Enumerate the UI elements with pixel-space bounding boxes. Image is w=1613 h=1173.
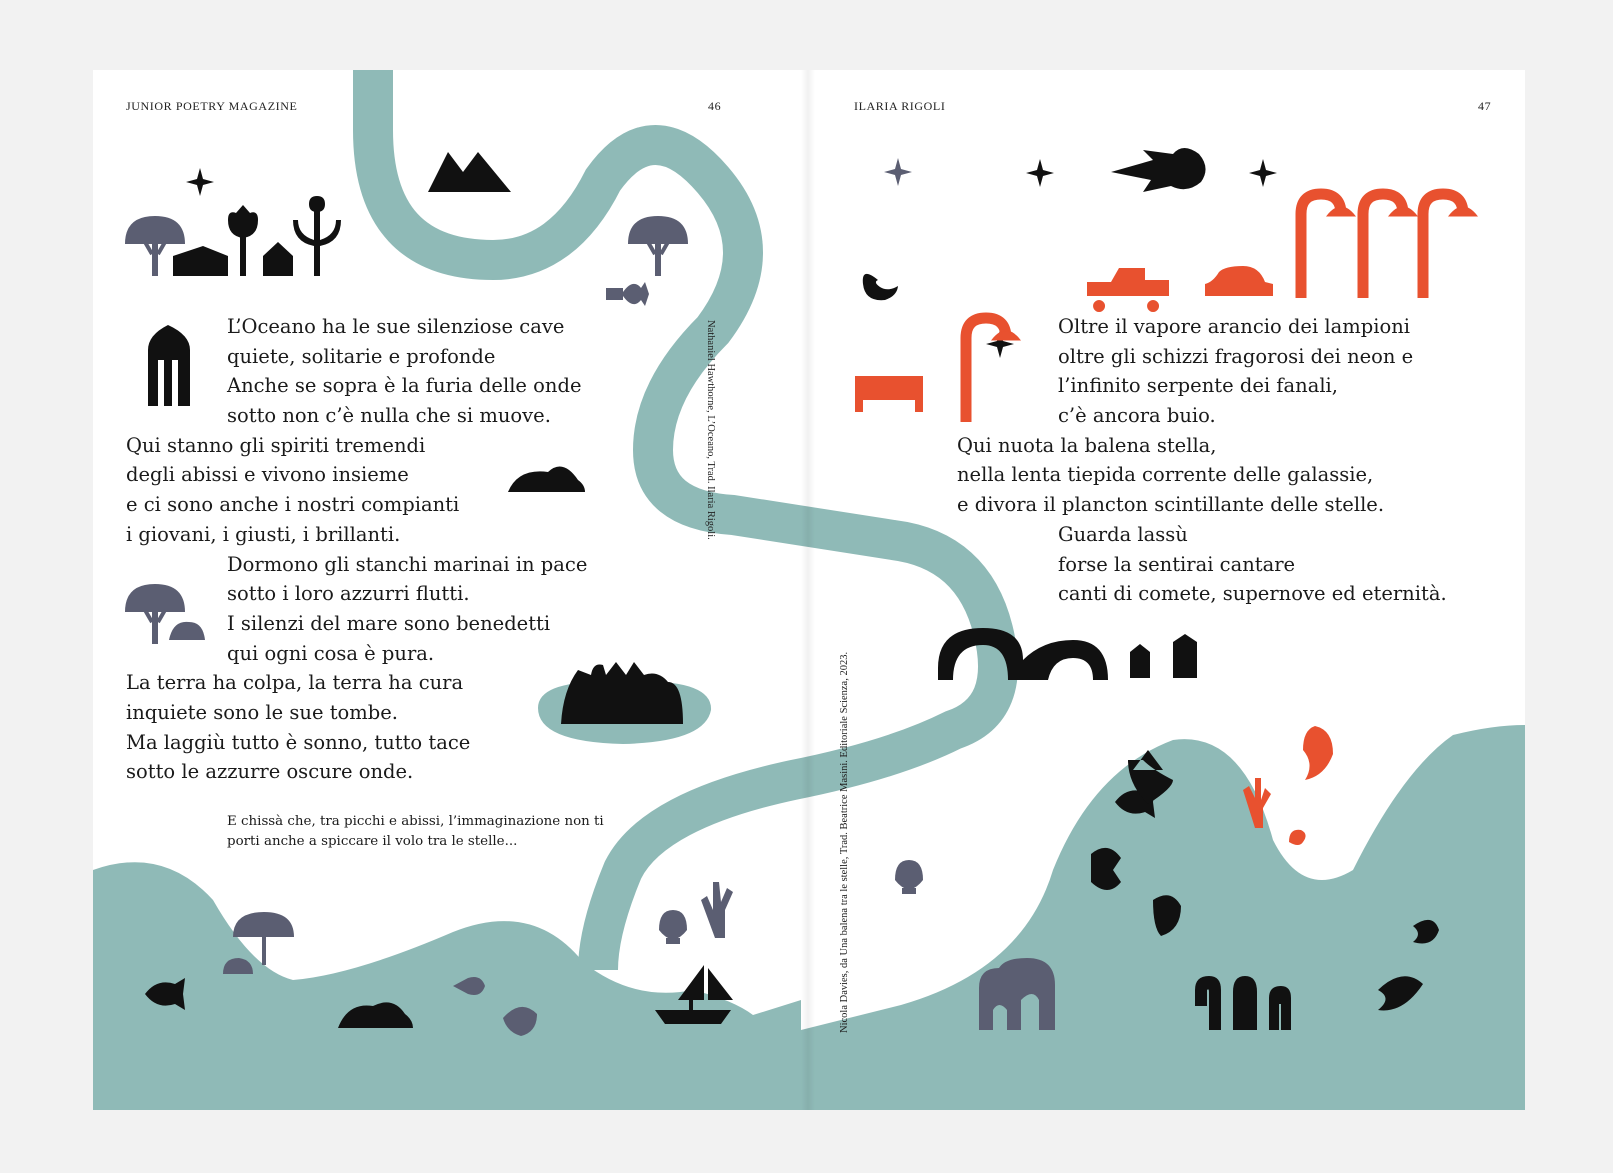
poem-line: Dormono gli stanchi marinai in pace: [227, 552, 588, 576]
streetlamp-icon: [1363, 194, 1417, 298]
poem-line: e ci sono anche i nostri compianti: [126, 493, 460, 517]
bench-icon: [855, 376, 923, 412]
poem-line: Ma laggiù tutto è sonno, tutto tace: [126, 730, 471, 754]
island-trees-icon: [561, 662, 683, 724]
streetlamp-icon: [1301, 194, 1355, 298]
star-icon: [884, 158, 912, 186]
bridge-icon: [938, 628, 1108, 680]
poem-line: oltre gli schizzi fragorosi dei neon e: [1058, 344, 1414, 368]
poem-line: quiete, solitarie e profonde: [227, 344, 496, 368]
page-number-right: 47: [1478, 99, 1492, 113]
rock-icon: [508, 467, 585, 492]
comet-icon: [1111, 148, 1206, 192]
poem-line: Guarda lassù: [1058, 522, 1188, 546]
poem-line: qui ogni cosa è pura.: [227, 641, 435, 665]
star-icon: [186, 168, 214, 196]
poem-line: c’è ancora buio.: [1058, 404, 1216, 428]
poem-left-block-1: [227, 312, 582, 431]
house-icon: [263, 242, 293, 276]
poem-line: sotto non c’è nulla che si muove.: [227, 404, 551, 428]
streetlamp-icon: [1423, 194, 1477, 298]
poem-right-block-1: [1058, 312, 1413, 431]
poem-line: L’Oceano ha le sue silenziose cave: [227, 315, 565, 338]
note-line: E chissà che, tra picchi e abissi, l’immaginazione non ti: [227, 814, 604, 829]
house-icon: [173, 246, 228, 276]
poem-line: Qui nuota la balena stella,: [957, 433, 1217, 457]
magazine-spread: [93, 70, 1525, 1110]
poem-line: i giovani, i giusti, i brillanti.: [126, 522, 401, 546]
poem-line: inquiete sono le sue tombe.: [126, 701, 399, 725]
tulip-icon: [228, 205, 258, 276]
poem-right-block-3: [1058, 520, 1447, 609]
poem-line: I silenzi del mare sono benedetti: [227, 611, 551, 635]
page-number-left: 46: [708, 99, 722, 113]
closing-note: [227, 812, 604, 852]
running-head-right: ILARIA RIGOLI: [854, 99, 946, 113]
poem-line: nella lenta tiepida corrente delle galassie,: [957, 463, 1374, 487]
poem-line: e divora il plancton scintillante delle stelle.: [957, 493, 1385, 517]
poem-right-block-2: [957, 431, 1384, 520]
tower-icon: [1130, 634, 1197, 678]
note-line: porti anche a spiccare il volo tra le stelle...: [227, 834, 518, 849]
car-icon: [1205, 266, 1273, 296]
tulip-icon: [293, 196, 341, 276]
running-head-left: JUNIOR POETRY MAGAZINE: [126, 99, 298, 113]
coral-icon: [701, 882, 733, 938]
poem-line: forse la sentirai cantare: [1058, 552, 1296, 576]
shell-icon: [659, 910, 687, 944]
poem-left-block-3: [227, 550, 587, 669]
credit-right: Nicola Davies, da Una balena tra le stelle, Trad. Beatrice Masini. Editoriale Scienza, 2023.: [839, 651, 850, 1033]
mountains-icon: [428, 152, 511, 192]
poem-line: Qui stanno gli spiriti tremendi: [126, 433, 426, 457]
arch-icon: [148, 325, 190, 406]
poem-line: sotto i loro azzurri flutti.: [227, 582, 470, 606]
fish-icon: [606, 282, 649, 306]
tree-icon: [628, 216, 688, 276]
poem-line: Oltre il vapore arancio dei lampioni: [1058, 315, 1411, 338]
star-icon: [1026, 159, 1054, 187]
streetlamp-icon: [966, 318, 1020, 422]
credit-left: Nathaniel Hawthorne, L’Oceano, Trad. Ilaria Rigoli.: [705, 320, 716, 540]
moon-icon: [863, 274, 898, 300]
poem-line: l’infinito serpente dei fanali,: [1058, 374, 1338, 398]
poem-left-block-2: [126, 431, 459, 550]
poem-left-block-4: [126, 668, 470, 787]
poem-line: La terra ha colpa, la terra ha cura: [126, 671, 464, 695]
poem-line: degli abissi e vivono insieme: [126, 463, 409, 487]
car-icon: [1087, 268, 1169, 312]
rock-icon: [169, 622, 205, 640]
star-icon: [1249, 159, 1277, 187]
spread-gutter: [801, 70, 815, 1110]
shell-icon: [895, 860, 923, 894]
poem-line: sotto le azzurre oscure onde.: [126, 760, 414, 784]
shell-icon: [1289, 830, 1306, 845]
poem-line: Anche se sopra è la furia delle onde: [227, 374, 582, 398]
poem-line: canti di comete, supernove ed eternità.: [1058, 582, 1447, 606]
fish-icon: [1303, 726, 1333, 780]
